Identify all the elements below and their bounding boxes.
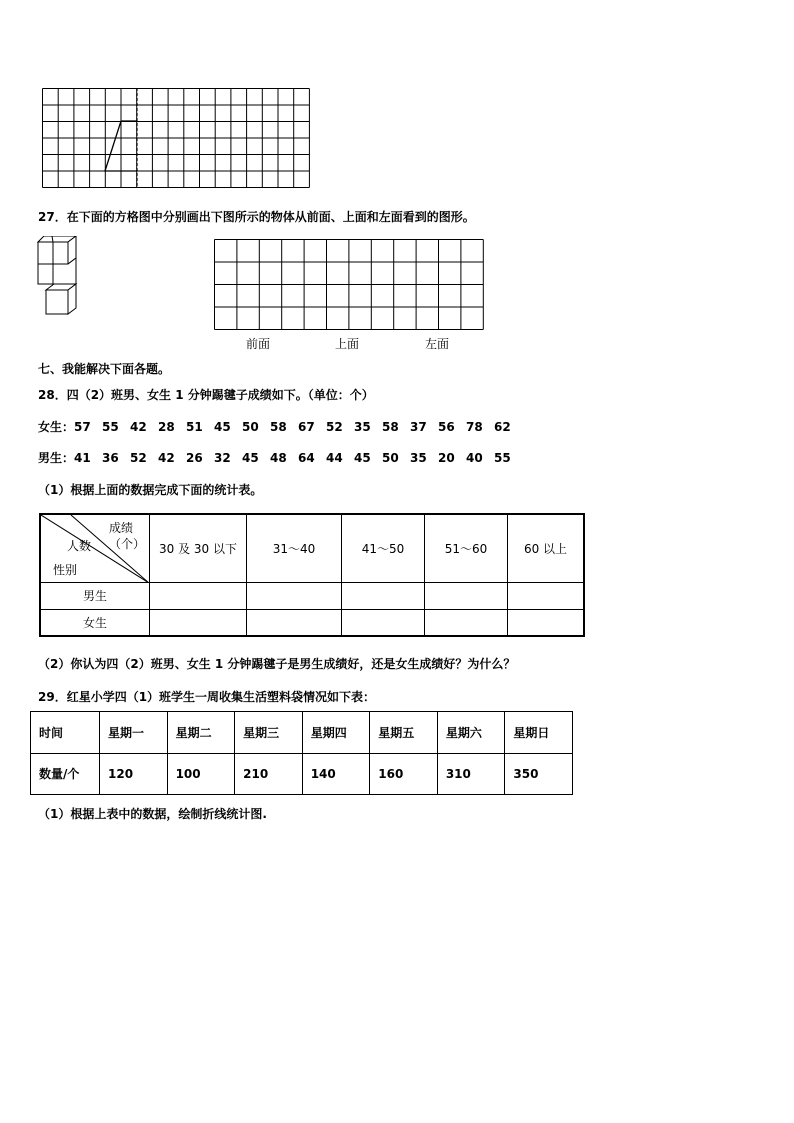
question-29-part-1: （1）根据上表中的数据，绘制折线统计图.: [38, 807, 267, 821]
boys-score: 45: [354, 451, 371, 465]
day-header: 星期三: [235, 712, 303, 754]
girls-score: 42: [130, 420, 147, 434]
day-header: 星期六: [437, 712, 505, 754]
plastic-bags-table: [30, 711, 573, 795]
score-stats-table: [39, 513, 585, 637]
boys-score: 32: [214, 451, 231, 465]
day-header: 星期日: [505, 712, 573, 754]
girls-score: 37: [410, 420, 427, 434]
view-label-top: 上面: [335, 337, 360, 351]
table-corner-cell: [40, 514, 150, 582]
corner-gender-label: 性别: [53, 563, 78, 577]
day-header: 星期一: [100, 712, 168, 754]
corner-unit-label: （个）: [109, 537, 146, 551]
boys-score: 41: [74, 451, 91, 465]
girls-score: 58: [270, 420, 287, 434]
corner-count-label: 人数: [67, 539, 92, 553]
view-label-front: 前面: [246, 337, 271, 351]
cube-stack-figure: [34, 236, 82, 316]
count-cell: 160: [370, 753, 438, 795]
boys-score: 20: [438, 451, 455, 465]
girls-scores-row: [38, 418, 522, 435]
answer-cell[interactable]: [508, 582, 585, 609]
answer-cell[interactable]: [247, 609, 342, 636]
boys-score: 55: [494, 451, 511, 465]
girls-score: 78: [466, 420, 483, 434]
row-header-boys: 男生: [40, 582, 150, 609]
girls-score: 55: [102, 420, 119, 434]
column-header: 31～40: [247, 514, 342, 582]
count-cell: 140: [302, 753, 370, 795]
question-28-part-2: （2）你认为四（2）班男、女生 1 分钟踢毽子是男生成绩好，还是女生成绩好？为什么？: [38, 657, 516, 671]
boys-score: 45: [242, 451, 259, 465]
symmetry-grid: [42, 88, 312, 190]
count-cell: 350: [505, 753, 573, 795]
boys-score: 64: [298, 451, 315, 465]
boys-score: 26: [186, 451, 203, 465]
boys-score: 52: [130, 451, 147, 465]
count-cell: 310: [437, 753, 505, 795]
column-header: 41～50: [342, 514, 425, 582]
boys-scores-row: [38, 449, 522, 466]
girls-score: 50: [242, 420, 259, 434]
girls-score: 67: [298, 420, 315, 434]
girls-score: 57: [74, 420, 91, 434]
boys-score: 36: [102, 451, 119, 465]
question-28-text: 28．四（2）班男、女生 1 分钟踢毽子成绩如下。（单位：个）: [38, 388, 374, 402]
answer-cell[interactable]: [150, 609, 247, 636]
girls-score: 28: [158, 420, 175, 434]
girls-score: 45: [214, 420, 231, 434]
boys-score: 40: [466, 451, 483, 465]
column-header: 51～60: [425, 514, 508, 582]
question-28-part-1: （1）根据上面的数据完成下面的统计表。: [38, 483, 263, 497]
girls-score: 51: [186, 420, 203, 434]
day-header: 星期四: [302, 712, 370, 754]
boys-score: 35: [410, 451, 427, 465]
boys-label: 男生：: [38, 451, 75, 465]
girls-score: 62: [494, 420, 511, 434]
day-header: 星期二: [167, 712, 235, 754]
answer-cell[interactable]: [508, 609, 585, 636]
header-count-label: 数量/个: [31, 753, 100, 795]
answer-cell[interactable]: [425, 609, 508, 636]
girls-score: 56: [438, 420, 455, 434]
question-29-text: 29．红星小学四（1）班学生一周收集生活塑料袋情况如下表：: [38, 690, 376, 704]
section-7-heading: 七、我能解决下面各题。: [38, 362, 171, 376]
view-label-left: 左面: [425, 337, 450, 351]
boys-score: 42: [158, 451, 175, 465]
question-27-text: 27．在下面的方格图中分别画出下图所示的物体从前面、上面和左面看到的图形。: [38, 210, 475, 224]
answer-cell[interactable]: [247, 582, 342, 609]
girls-score: 58: [382, 420, 399, 434]
boys-score: 50: [382, 451, 399, 465]
day-header: 星期五: [370, 712, 438, 754]
girls-score: 52: [326, 420, 343, 434]
answer-cell[interactable]: [425, 582, 508, 609]
boys-score: 44: [326, 451, 343, 465]
girls-score: 35: [354, 420, 371, 434]
count-cell: 100: [167, 753, 235, 795]
header-time-label: 时间: [31, 712, 100, 754]
girls-label: 女生：: [38, 420, 75, 434]
answer-cell[interactable]: [150, 582, 247, 609]
corner-score-label: 成绩: [109, 521, 134, 535]
column-header: 60 以上: [508, 514, 585, 582]
views-grid: [214, 239, 486, 331]
count-cell: 120: [100, 753, 168, 795]
answer-cell[interactable]: [342, 609, 425, 636]
column-header: 30 及 30 以下: [150, 514, 247, 582]
row-header-girls: 女生: [40, 609, 150, 636]
count-cell: 210: [235, 753, 303, 795]
answer-cell[interactable]: [342, 582, 425, 609]
boys-score: 48: [270, 451, 287, 465]
